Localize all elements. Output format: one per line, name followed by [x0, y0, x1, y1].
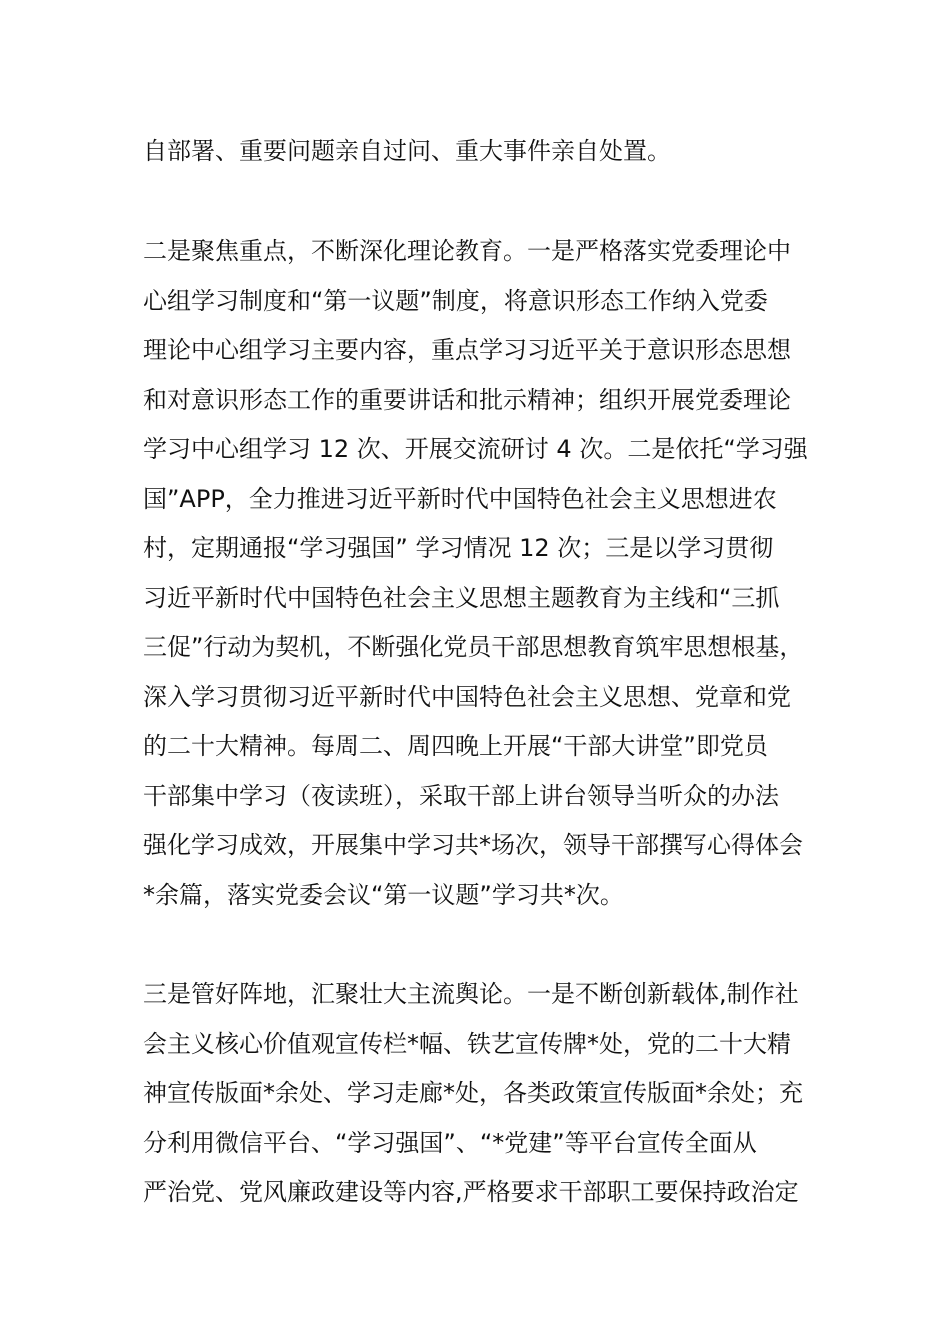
text-line: 干部集中学习（夜读班），采取干部上讲台领导当听众的办法 — [143, 781, 779, 810]
text-line: 习近平新时代中国特色社会主义思想主题教育为主线和“三抓 — [143, 583, 780, 612]
text-line: 国”APP，全力推进习近平新时代中国特色社会主义思想进农 — [143, 484, 777, 513]
text-line: *余篇，落实党委会议“第一议题”学习共*次。 — [143, 880, 624, 909]
text-line: 村，定期通报“学习强国” 学习情况 12 次；三是以学习贯彻 — [143, 534, 774, 562]
text-line: 自部署、重要问题亲自过问、重大事件亲自处置。 — [143, 137, 671, 165]
text-line: 和对意识形态工作的重要讲话和批示精神；组织开展党委理论 — [143, 385, 791, 414]
text-line: 学习中心组学习 12 次、开展交流研讨 4 次。二是依托“学习强 — [143, 435, 808, 463]
paragraph-3 — [143, 970, 823, 1218]
text-line: 深入学习贯彻习近平新时代中国特色社会主义思想、党章和党 — [143, 682, 791, 711]
text-line: 严治党、党风廉政建设等内容,严格要求干部职工要保持政治定 — [143, 1178, 799, 1206]
text-line: 分利用微信平台、“学习强国”、“*党建”等平台宣传全面从 — [143, 1128, 757, 1157]
text-line: 会主义核心价值观宣传栏*幅、铁艺宣传牌*处，党的二十大精 — [143, 1029, 791, 1058]
text-line: 心组学习制度和“第一议题”制度，将意识形态工作纳入党委 — [143, 286, 768, 315]
text-line: 二是聚焦重点，不断深化理论教育。一是严格落实党委理论中 — [143, 237, 791, 265]
text-line: 的二十大精神。每周二、周四晚上开展“干部大讲堂”即党员 — [143, 732, 768, 760]
text-line: 神宣传版面*余处、学习走廊*处，各类政策宣传版面*余处；充 — [143, 1079, 803, 1107]
text-line: 三是管好阵地，汇聚壮大主流舆论。一是不断创新载体,制作社 — [143, 980, 799, 1008]
text-line: 三促”行动为契机，不断强化党员干部思想教育筑牢思想根基， — [143, 633, 804, 661]
text-line: 理论中心组学习主要内容，重点学习习近平关于意识形态思想 — [143, 336, 791, 364]
paragraph-1 — [143, 127, 823, 177]
text-line: 强化学习成效，开展集中学习共*场次，领导干部撰写心得体会 — [143, 831, 803, 859]
paragraph-2 — [143, 227, 823, 920]
